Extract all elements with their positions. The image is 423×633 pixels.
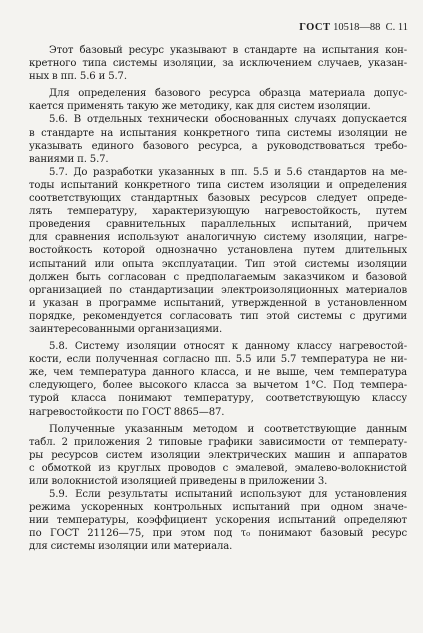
text-line: проведения сравнительных параллельных испытаний, причем [29, 219, 407, 231]
text-line: тоды испытаний конкретного типа систем изоляции и определения [29, 179, 407, 191]
text-line: по ГОСТ 21126—75, при этом под τ₀ понимают базовый ресурс [29, 528, 407, 540]
text-line: и указан в программе испытаний, утвержденной в установленном [29, 297, 407, 309]
clause-5-6 [29, 113, 407, 165]
text-line: испытаний или опыта эксплуатации. Тип этой системы изоляции [29, 258, 407, 270]
text-line: соответствующих стандартных базовых ресурсов следует опреде- [29, 193, 407, 205]
running-header [0, 22, 408, 34]
text-line: для сравнения используют аналогичную систему изоляции, нагре- [29, 232, 407, 244]
text-line: востойкость которой однозначно установлена путем длительных [29, 245, 407, 257]
clause-5-7 [29, 166, 407, 336]
document-body [29, 44, 407, 554]
text-line: режима ускоренных контрольных испытаний при одном значе- [29, 502, 407, 514]
text-line: указывать единого базового ресурса, а руководствоваться требо- [29, 140, 407, 152]
standard-code: ГОСТ [299, 22, 331, 33]
text-line: табл. 2 приложения 2 типовые графики зависимости от температу- [29, 436, 407, 448]
text-line: ры ресурсов систем изоляции электрических машин и аппаратов [29, 449, 407, 461]
text-line: лять температуру, характеризующую нагревостойкость, путем [29, 206, 407, 218]
text-line: в стандарте на испытания конкретного типа системы изоляции не [29, 127, 407, 139]
text-line: или волокнистой изоляцией приведены в приложении 3. [29, 476, 328, 487]
page-number: С. 11 [385, 22, 408, 33]
text-line: кости, если полученная согласно пп. 5.5 или 5.7 температура не ни- [29, 354, 407, 366]
text-line: следующего, более высокого класса за вычетом 1°С. Под темпера- [29, 380, 407, 392]
text-line: 5.8. Систему изоляции относят к данному классу нагревостой- [49, 341, 407, 353]
text-line: 5.9. Если результаты испытаний используют для установления [49, 489, 407, 501]
text-line: с обмоткой из круглых проводов с эмалевой, эмалево-волокнистой [29, 462, 407, 474]
paragraph [29, 423, 407, 488]
clause-5-8 [29, 340, 407, 419]
paragraph [29, 87, 407, 113]
text-line: 5.7. До разработки указанных в пп. 5.5 и 5.6 стандартов на ме- [49, 166, 407, 178]
text-line: должен быть согласован с предполагаемым заказчиком и базовой [29, 271, 407, 283]
text-line: организацией по стандартизации электроизоляционных материалов [29, 284, 407, 296]
text-line: для системы изоляции или материала. [29, 541, 233, 553]
text-line: Этот базовый ресурс указывают в стандарте на испытания кон- [49, 45, 407, 56]
paragraph [29, 44, 407, 83]
standard-number: 10518—88 [333, 22, 381, 33]
text-line: ваниями п. 5.7. [29, 153, 109, 165]
text-line: 5.6. В отдельных технически обоснованных случаях допускается [49, 114, 407, 126]
text-line: порядке, рекомендуется согласовать тип этой системы с другими [29, 310, 407, 322]
text-line: нии температуры, коэффициент ускорения испытаний определяют [29, 515, 407, 527]
text-line: турой класса понимают температуру, соответствующую классу [29, 393, 407, 405]
text-line: же, чем температура данного класса, и не выше, чем температура [29, 367, 407, 379]
text-line: Для определения базового ресурса образца материала допус- [49, 88, 407, 100]
text-line: кается применять такую же методику, как для систем изоляции. [29, 101, 371, 113]
text-line: кретного типа системы изоляции, за исключением случаев, указан- [29, 58, 407, 70]
clause-5-9 [29, 488, 407, 553]
text-line: заинтересованными организациями. [29, 323, 223, 335]
text-line: Полученные указанным методом и соответствующие данным [49, 423, 407, 435]
text-line: ных в пп. 5.6 и 5.7. [29, 71, 127, 83]
text-line: нагревостойкости по ГОСТ 8865—87. [29, 406, 225, 418]
